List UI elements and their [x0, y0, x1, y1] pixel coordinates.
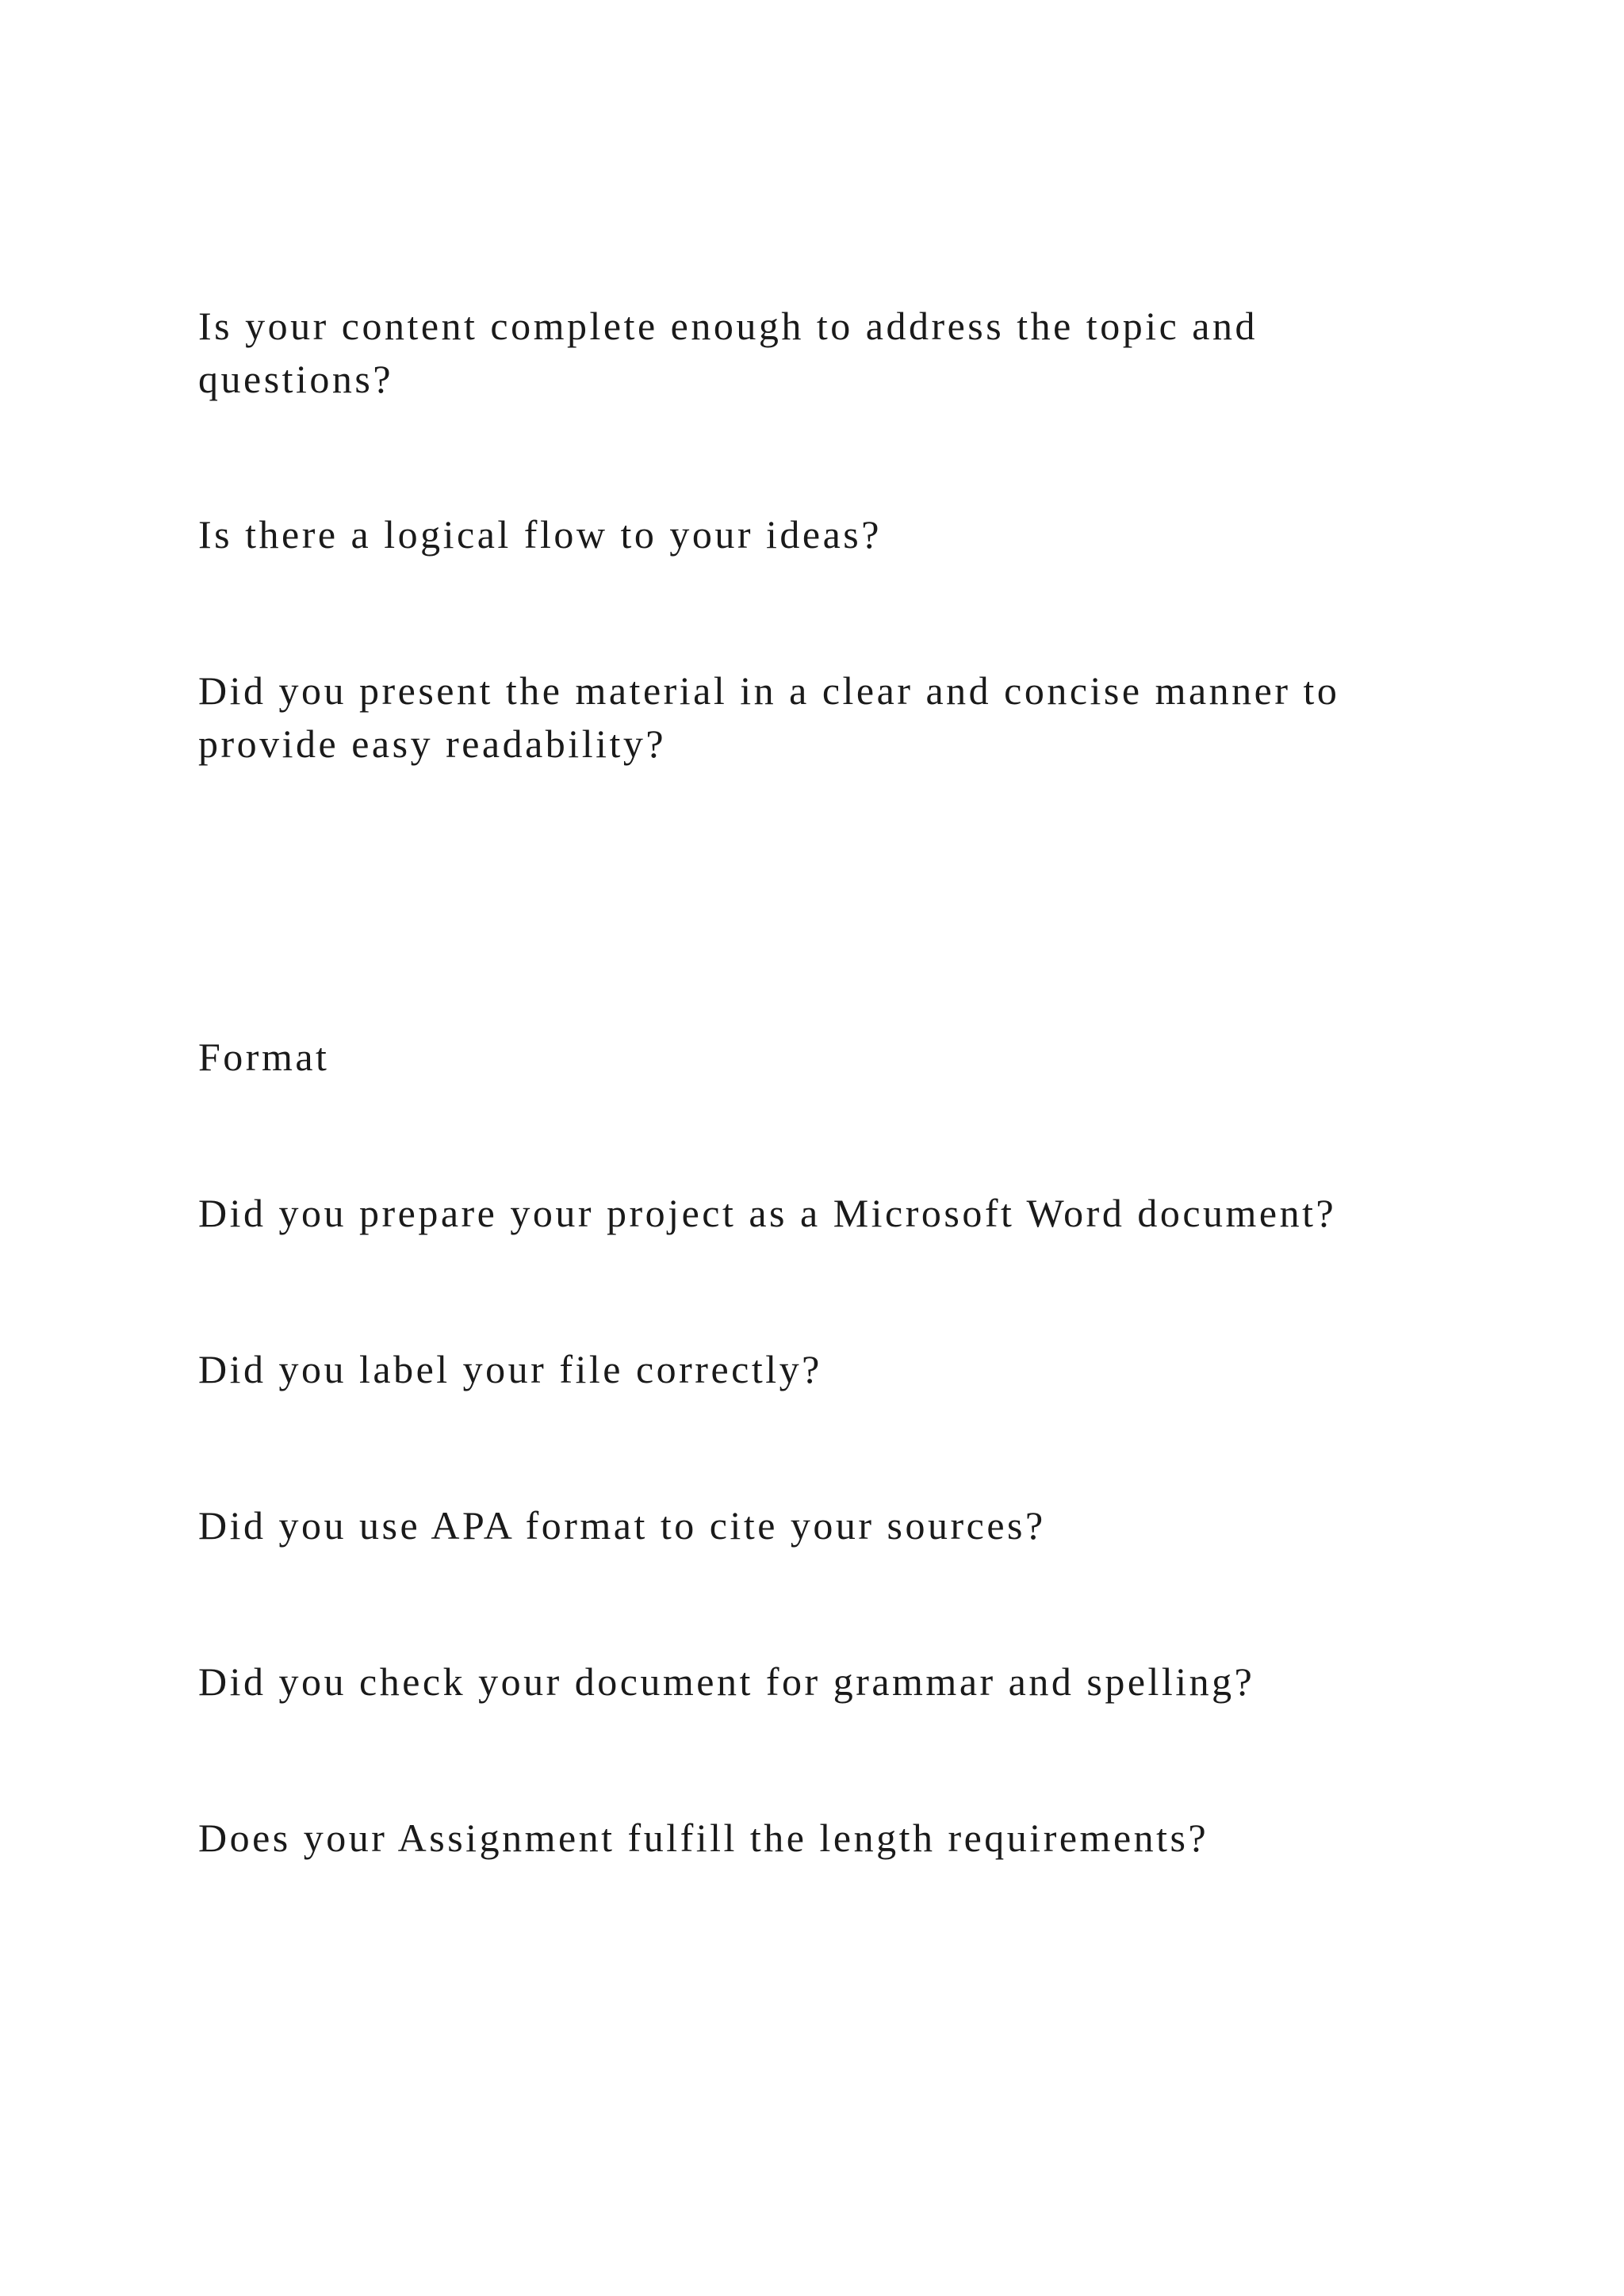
- question-length-requirements: [198, 1812, 1467, 1865]
- text-line: Did you present the material in a clear and concise manner to: [198, 668, 1340, 713]
- question-clear-concise: [198, 664, 1467, 771]
- text-line: questions?: [198, 357, 394, 401]
- text-line: Did you use APA format to cite your sources?: [198, 1503, 1046, 1548]
- question-content-completeness: [198, 300, 1467, 406]
- text-line: provide easy readability?: [198, 721, 667, 766]
- question-word-document: [198, 1187, 1467, 1240]
- text-line: Is there a logical flow to your ideas?: [198, 512, 882, 557]
- question-label-file: [198, 1343, 1467, 1396]
- text-line: Did you label your file correctly?: [198, 1347, 822, 1391]
- text-line: Is your content complete enough to address the topic and: [198, 304, 1258, 348]
- question-apa-format: [198, 1499, 1467, 1552]
- text-line: Did you check your document for grammar and spelling?: [198, 1659, 1255, 1704]
- question-logical-flow: [198, 508, 1467, 561]
- text-line: Did you prepare your project as a Microsoft Word document?: [198, 1191, 1337, 1235]
- section-heading-format: [198, 1031, 1467, 1084]
- text-line: Does your Assignment fulfill the length requirements?: [198, 1816, 1209, 1860]
- text-line: Format: [198, 1035, 330, 1079]
- question-grammar-spelling: [198, 1655, 1467, 1709]
